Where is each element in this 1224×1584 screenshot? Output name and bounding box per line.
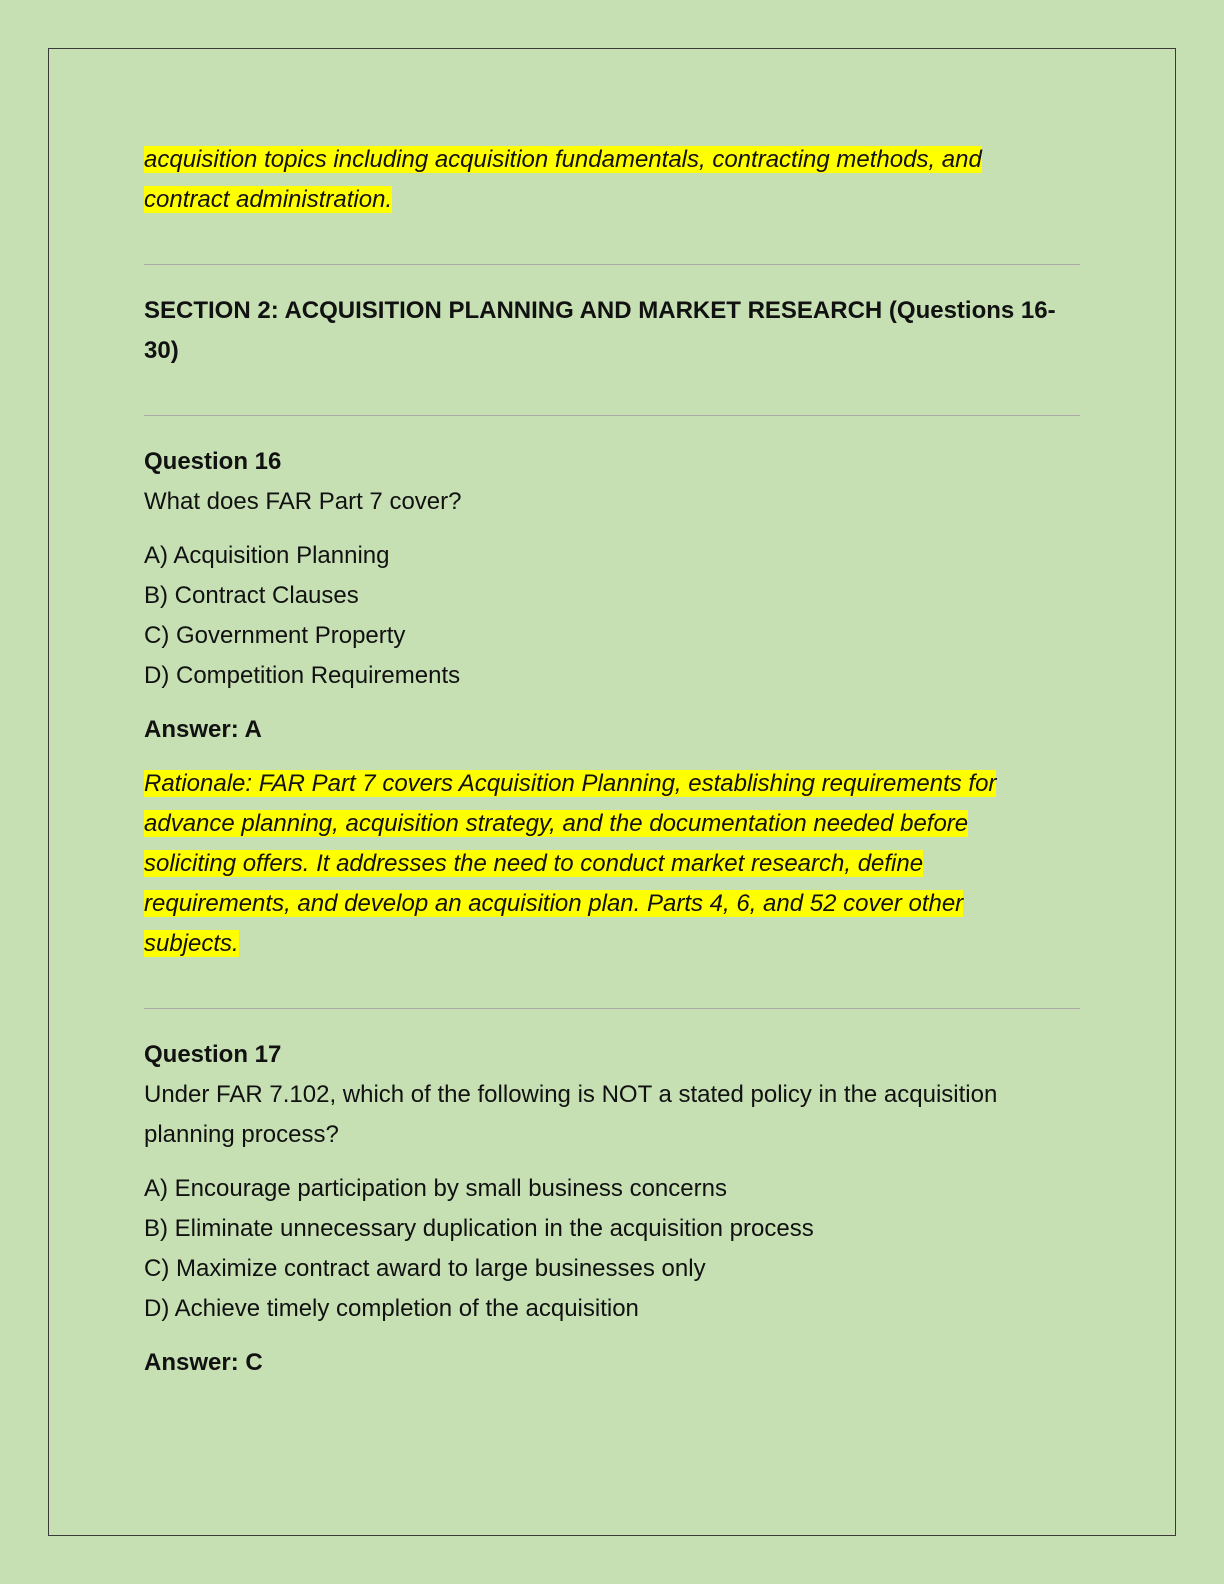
option-c: C) Government Property [144, 622, 406, 649]
rationale-paragraph [144, 764, 1044, 964]
answer-options [144, 1169, 1080, 1329]
option-b: B) Contract Clauses [144, 582, 359, 609]
option-b: B) Eliminate unnecessary duplication in the acquisition process [144, 1215, 814, 1242]
option-c: C) Maximize contract award to large businesses only [144, 1255, 706, 1282]
answer-label: Answer: C [144, 1349, 263, 1376]
question-title: Question 16 [144, 448, 282, 475]
intro-highlighted-text: acquisition topics including acquisition fundamentals, contracting methods, and contract administration. [144, 146, 982, 213]
question-block-17 [144, 1035, 1080, 1383]
section-heading: SECTION 2: ACQUISITION PLANNING AND MARKET RESEARCH (Questions 16-30) [144, 297, 1056, 364]
question-text: What does FAR Part 7 cover? [144, 488, 462, 515]
document-body [144, 140, 1080, 1383]
option-a: A) Encourage participation by small business concerns [144, 1175, 727, 1202]
question-block-16 [144, 442, 1080, 964]
answer-options [144, 536, 1080, 696]
option-a: A) Acquisition Planning [144, 542, 390, 569]
question-text: Under FAR 7.102, which of the following is NOT a stated policy in the acquisition planning process? [144, 1081, 998, 1148]
rationale-highlighted-text: Rationale: FAR Part 7 covers Acquisition Planning, establishing requirements for advance planning, acquisition strategy, and the documentation needed before soliciting offers. It addresses the need to conduct market research, define requirements, and develop an acquisition plan. Parts 4, 6, and 52 cover other subjects. [144, 770, 997, 957]
answer-label: Answer: A [144, 716, 262, 743]
option-d: D) Competition Requirements [144, 662, 461, 689]
intro-paragraph [144, 140, 1044, 220]
question-title: Question 17 [144, 1041, 282, 1068]
option-d: D) Achieve timely completion of the acquisition [144, 1295, 639, 1322]
